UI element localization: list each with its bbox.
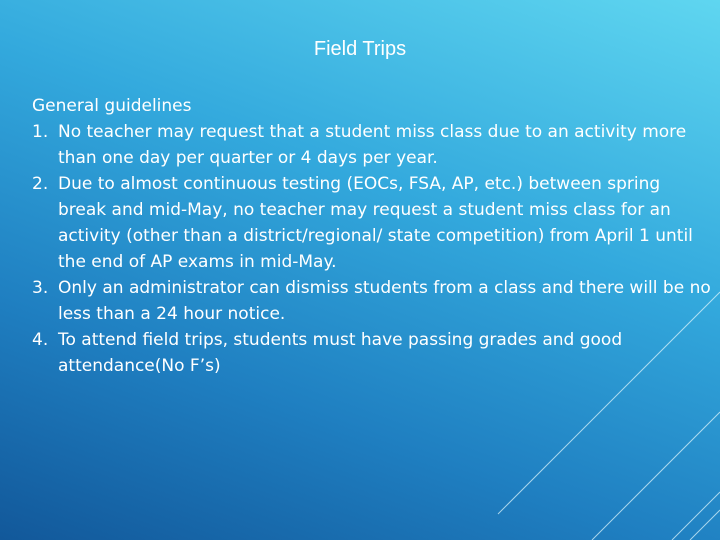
item-text: Only an administrator can dismiss students from a class and there will be no less than a 24 hour notice. (58, 278, 711, 324)
item-text: To attend field trips, students must have passing grades and good attendance(No F’s) (58, 330, 623, 376)
list-item (32, 327, 712, 379)
list-item (32, 119, 712, 171)
item-number: 2. (32, 174, 49, 194)
item-number: 3. (32, 278, 49, 298)
slide-title: Field Trips (313, 38, 407, 60)
list-item (32, 171, 712, 275)
item-text: No teacher may request that a student miss class due to an activity more than one day per quarter or 4 days per year. (58, 122, 687, 168)
item-number: 4. (32, 330, 49, 350)
list-item (32, 275, 712, 327)
guidelines-heading: General guidelines (32, 96, 192, 116)
item-number: 1. (32, 122, 49, 142)
guidelines-list (32, 119, 712, 379)
slide-body (32, 93, 712, 379)
item-text: Due to almost continuous testing (EOCs, FSA, AP, etc.) between spring break and mid-May, no teacher may request a student miss class for an activity (other than a district/regional/ state competition) from April 1 until the end of AP exams in mid-May. (58, 174, 693, 272)
